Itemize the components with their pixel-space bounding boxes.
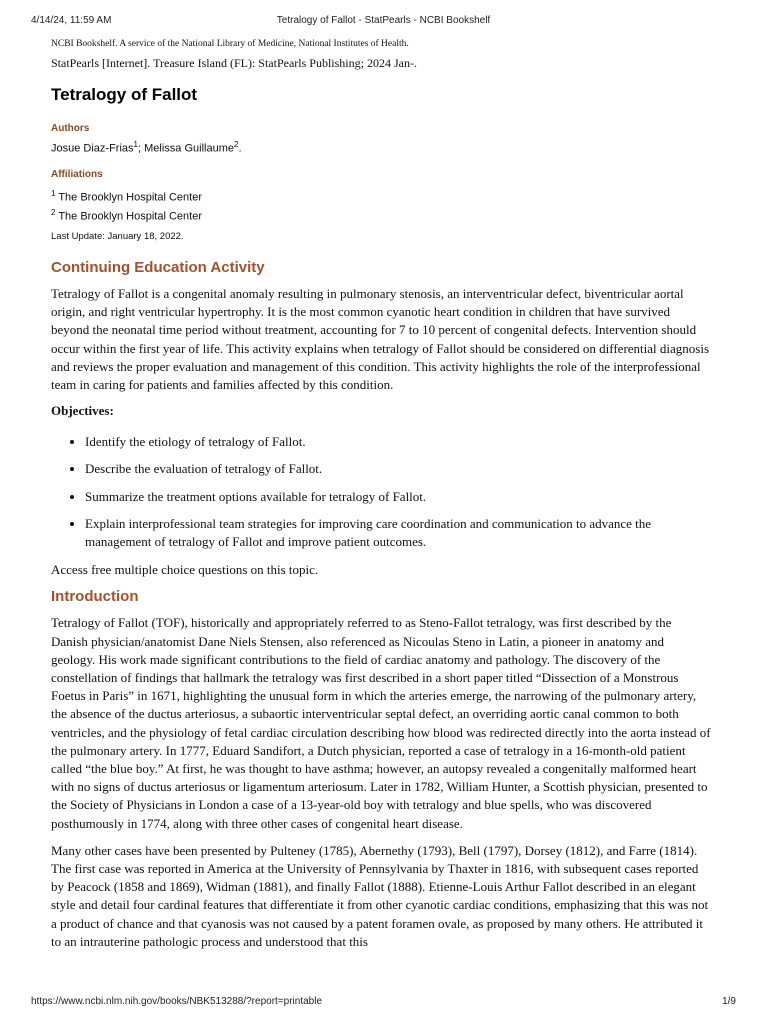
author-name[interactable]: Melissa Guillaume [144, 142, 234, 155]
page-title: Tetralogy of Fallot [51, 85, 198, 104]
print-page-title: Tetralogy of Fallot - StatPearls - NCBI Bookshelf [276, 15, 491, 26]
last-update: Last Update: January 18, 2022. [51, 230, 184, 242]
objectives-label: Objectives: [51, 403, 114, 419]
affiliations-label: Affiliations [51, 168, 103, 180]
objective-item: • Identify the etiology of tetralogy of Fallot. [85, 433, 711, 451]
print-footer [31, 996, 736, 1010]
affiliation-item [51, 186, 711, 206]
affiliation-number: 1 [51, 188, 56, 198]
author-affiliation-ref[interactable]: 2 [233, 140, 239, 149]
affiliation-text: The Brooklyn Hospital Center [58, 191, 202, 204]
affiliation-item [51, 205, 711, 225]
affiliations-list [51, 186, 711, 225]
objectives-list [51, 433, 711, 551]
authors-line [51, 140, 711, 155]
access-questions-link[interactable]: Access free multiple choice questions on this topic. [51, 562, 319, 578]
section-heading-introduction: Introduction [51, 588, 139, 606]
introduction-paragraph-2: Many other cases have been presented by Pulteney (1785), Abernethy (1793), Bell (1797), Dorsey (1812), and Farre (1814). The first case was reported in America at the University of Pennsylvania by Thaxter in 1816, with subsequent cases reported by Peacock (1858 and 1869), Widman (1881), and finally Fallot (1888). Etienne-Louis Arthur Fallot described in an elegant style and detail four cardinal features that differentiate it from other cyanotic cardiac conditions, emphasizing that this was not a product of chance and that cyanosis was not caused by a patent foramen ovale, as proposed by many others. He attributed it to an intrauterine pathologic process and understood that this [51, 842, 709, 949]
authors-end: . [238, 142, 242, 155]
citation: StatPearls [Internet]. Treasure Island (FL): StatPearls Publishing; 2024 Jan-. [51, 56, 417, 70]
section-heading-ce-activity: Continuing Education Activity [51, 258, 265, 276]
objective-item: • Explain interprofessional team strategies for improving care coordination and communication to advance the management of tetralogy of Fallot and improve patient outcomes. [85, 515, 711, 551]
print-url: https://www.ncbi.nlm.nih.gov/books/NBK513288/?report=printable [31, 996, 323, 1007]
print-header [31, 15, 736, 29]
affiliation-text: The Brooklyn Hospital Center [58, 210, 202, 223]
author-affiliation-ref[interactable]: 1 [133, 140, 138, 149]
objective-item: • Summarize the treatment options available for tetralogy of Fallot. [85, 488, 711, 506]
page-number: 1/9 [722, 996, 736, 1007]
objective-item: • Describe the evaluation of tetralogy of Fallot. [85, 460, 711, 478]
author-name[interactable]: Josue Diaz-Frias [51, 142, 134, 155]
authors-label: Authors [51, 123, 90, 134]
bookshelf-notice: NCBI Bookshelf. A service of the National Library of Medicine, National Institutes of Health. [51, 39, 409, 49]
affiliation-number: 2 [51, 208, 56, 218]
author-separator: ; [137, 142, 145, 155]
introduction-paragraph-1: Tetralogy of Fallot (TOF), historically and appropriately referred to as Steno-Fallot tetralogy, was first described by the Danish physician/anatomist Dane Niels Stensen, also referenced as Nicoulas Steno in Latin, a pioneer in anatomy and geology. His work made significant contributions to the field of cardiac anatomy and pathology. The discovery of the constellation of findings that hallmark the tetralogy was first described in a short paper titled “Dissection of a Monstrous Foetus in Paris” in 1671, highlighting the unusual form in which the arteries emerge, the narrowing of the pulmonary artery, the absence of the ductus arteriosus, a subaortic interventricular septal defect, an overriding aortic canal common to both ventricles, and the physiology of fetal cardiac circulation describing how blood was redirected directly into the aorta instead of the pulmonary artery. In 1777, Eduard Sandifort, a Dutch physician, reported a case of tetralogy in a 16-month-old patient called “the blue boy.” At first, he was thought to have asthma; however, an autopsy revealed a congenitally malformed heart with no signs of ductus arteriosus or ligamentum arteriosum. Later in 1782, William Hunter, a Scottish physician, presented to the Society of Physicians in London a case of a 13-year-old boy with tetralogy and blue spells, who was discovered posthumously in 1774, along with three other cases of congenital heart disease. [51, 615, 711, 831]
article-content [51, 39, 711, 960]
ce-activity-paragraph: Tetralogy of Fallot is a congenital anomaly resulting in pulmonary stenosis, an interventricular defect, biventricular aortal origin, and right ventricular hypertrophy. It is the most common cyanotic heart condition in children that have survived beyond the neonatal time period without treatment, accounting for 7 to 10 percent of congenital defects. Intervention should occur within the first year of life. This activity explains when tetralogy of Fallot should be considered on differential diagnosis and reviews the proper evaluation and management of this condition. This activity highlights the role of the interprofessional team in caring for patients and families affected by this condition. [51, 285, 710, 392]
print-datetime: 4/14/24, 11:59 AM [31, 15, 112, 26]
